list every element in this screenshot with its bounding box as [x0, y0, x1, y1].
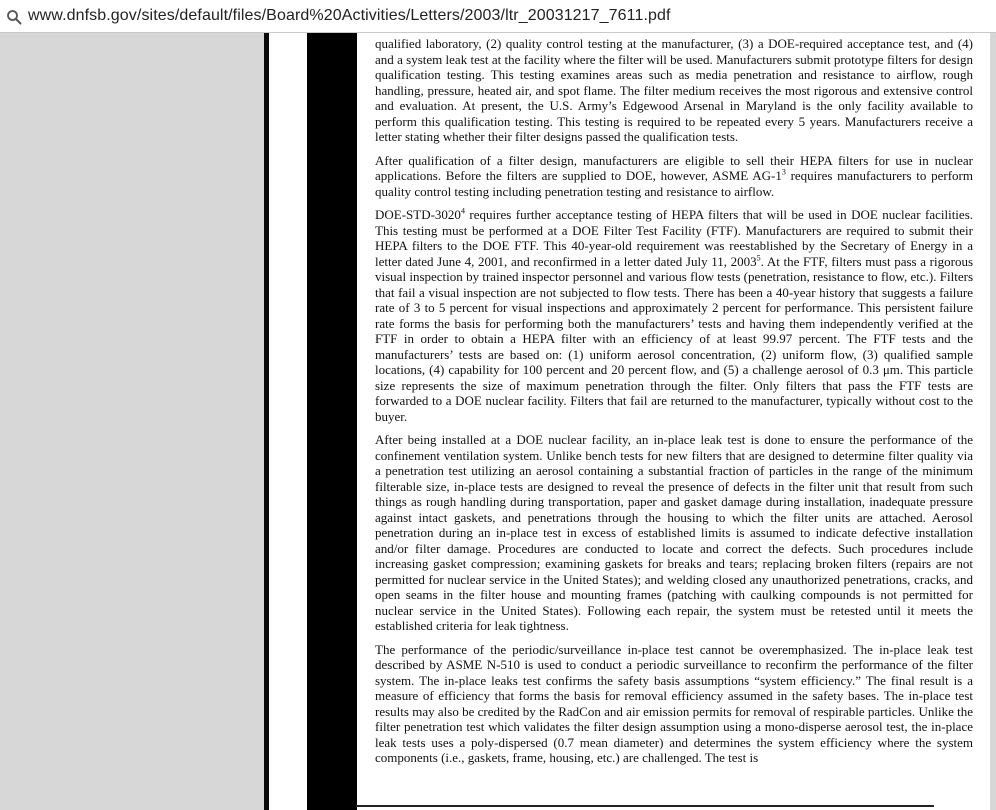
pdf-page [264, 33, 990, 810]
url-text[interactable]: www.dnfsb.gov/sites/default/files/Board%20Activities/Letters/2003/ltr_20031217_7611.pdf [28, 7, 671, 24]
page-bottom-rule [356, 805, 934, 807]
letter-body [375, 36, 973, 774]
footnote-ref: 4 [460, 206, 465, 216]
paragraph-text: After being installed at a DOE nuclear facility, an in-place leak test is done to ensure the performance of the confinement ventilation system. Unlike bench tests for new filters that are designed to determine filter quality via a penetration test utilizing an aerosol containing a substantial fraction of particles in the range of the minimum filterable size, in-place tests are designed to reveal the presence of defects in the filter unit that result from such things as rough handling during transportation, paper and gasket damage during installation, inadequate pressure against intact gaskets, and penetrations through the housing to which the filter units are attached. Aerosol penetration during an in-place test in excess of established limits is assumed to indicate defective installation and/or filter damage. Procedures are conducted to locate and correct the defects. Such procedures include increasing gasket compression; examining gaskets for breaks and tears; replacing broken filters (repairs are not permitted for nuclear service in the United States); and welding closed any unauthorized penetrations, cracks, and open seams in the filter house and mounting frames (patching with caulking compounds is not permitted for nuclear service in the United States). Following each repair, the system must be retested until it meets the established criteria for leak tightness. [375, 432, 973, 633]
paragraph [375, 642, 973, 766]
paragraph [375, 207, 973, 424]
search-icon [6, 9, 22, 25]
paragraph [375, 36, 973, 145]
paragraph-text: qualified laboratory, (2) quality control testing at the manufacturer, (3) a DOE-required acceptance test, and (4) and a system leak test at the facility where the filter will be used. Manufacturers submit prototype filters for design qualification testing. This testing examines areas such as media penetration and resistance to airflow, rough handling, pressure, heated air, and spot flame. The filter medium receives the most rigorous and extensive control and evaluation. At present, the U.S. Army’s Edgewood Arsenal in Maryland is the only facility available to perform this qualification testing. This testing is required to be repeated every 5 years. Manufacturers receive a letter stating whether their filter designs passed the qualification tests. [375, 36, 973, 144]
paragraph [375, 432, 973, 634]
scan-edge-thin [264, 33, 269, 810]
paragraph-text: After qualification of a filter design, manufacturers are eligible to sell their HEPA filters for use in nuclear applications. Before the filters are supplied to DOE, however, ASME AG-1 [375, 152, 973, 183]
paragraph-text: requires further acceptance testing of HEPA filters that will be used in DOE nuclear facilities. This testing must be performed at a DOE Filter Test Facility (FTF). Manufacturers are required to submit their HEPA filters to the DOE FTF. This 40-year-old requirement was reestablished by the Secretary of Energy in a letter dated June 4, 2001, and reconfirmed in a letter dated July 11, 2003 [375, 207, 973, 269]
paragraph-text: The performance of the periodic/surveillance in-place test cannot be overemphasized. The in-place leak test described by ASME N-510 is used to conduct a periodic surveillance to reconfirm the performance of the filter system. The in-place leaks test confirms the safety basis assumptions “system efficiency.” The final result is a measure of efficiency that forms the basis for removal efficiency assumed in the safety bases. The in-place test results may also be credited by the RadCon and air emission permits for removal of respirable particles. Unlike the filter penetration test which validates the filter design assumption using a mono-disperse aerosol test, the in-place leak tests uses a poly-dispersed (0.7 mean diameter) and determines the system efficiency where the system components (i.e., gaskets, frame, housing, etc.) are challenged. The test is [375, 641, 973, 765]
paragraph-text: DOE-STD-3020 [375, 207, 461, 222]
viewer-background [0, 33, 264, 810]
paragraph-text: . At the FTF, filters must pass a rigorous visual inspection by trained inspector personnel and various flow tests (penetration, resistance to flow, etc.). Filters that fail a visual inspection are not subjected to flow tests. There has been a 40-year history that suggests a failure rate of 3 to 5 percent for visual inspections and approximately 2 percent for performance. This persistent failure rate forms the basis for performing both the manufacturers’ tests and having them independently verified at the FTF in order to obtain a HEPA filter with an efficiency of at least 99.97 percent. The FTF tests and the manufacturers’ tests are based on: (1) uniform aerosol concentration, (2) uniform flow, (3) qualified sample locations, (4) capability for 100 percent and 20 percent flow, and (5) a challenge aerosol of 0.3 μm. This particle size represents the size of maximum penetration through the filter. Only filters that pass the FTF tests are forwarded to a DOE nuclear facility. Filters that fail are returned to the manufacturer, typically without cost to the buyer. [375, 253, 973, 424]
address-bar[interactable] [0, 0, 996, 33]
paragraph [375, 153, 973, 200]
paragraph-text: requires manufacturers to perform quality control testing including penetration testing and resistance to airflow. [375, 168, 973, 199]
viewer-right-edge [990, 33, 996, 810]
footnote-ref: 5 [756, 253, 761, 263]
scan-edge-thick [307, 33, 357, 810]
footnote-ref: 3 [781, 167, 786, 177]
